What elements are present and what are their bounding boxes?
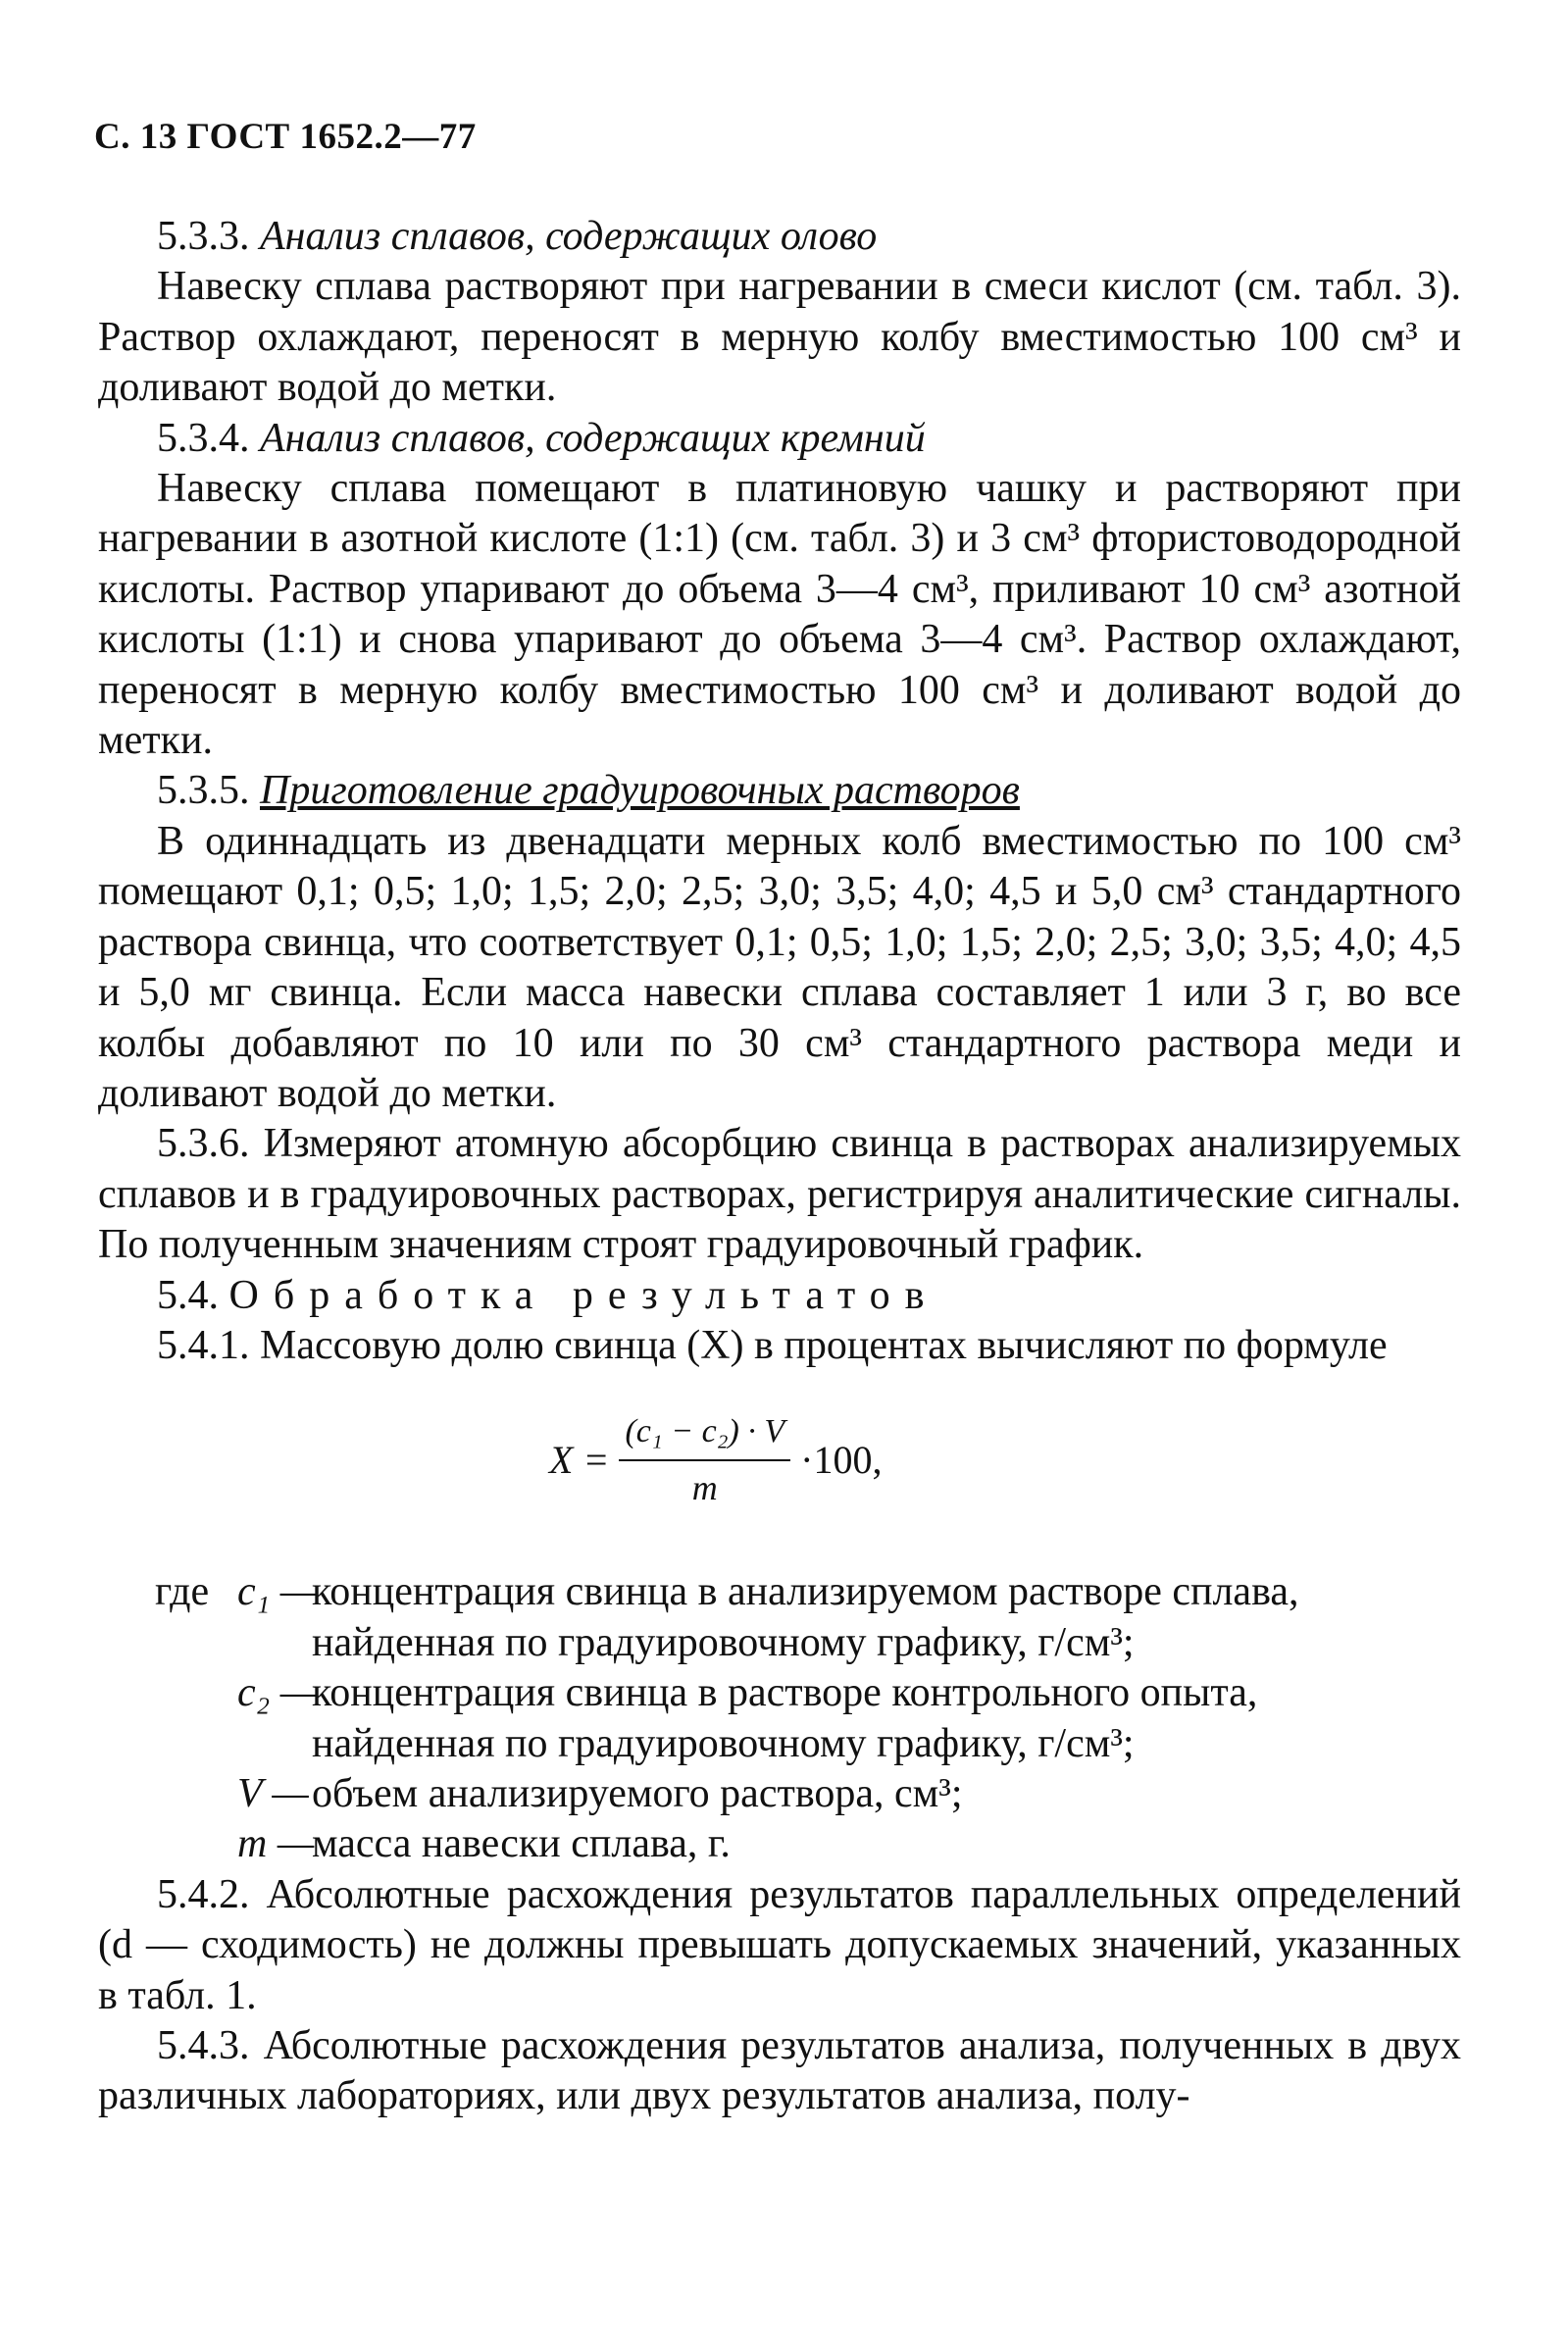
definition-row (155, 1819, 1461, 1869)
definition-row (155, 1769, 1461, 1819)
definition-symbol: c₁ — (237, 1569, 318, 1615)
document-body (98, 212, 1461, 2122)
definition-row (155, 1567, 1461, 1668)
section-title: Анализ сплавов, содержащих кремний (260, 415, 926, 461)
variable-definitions (98, 1567, 1461, 1869)
mass-fraction-formula (549, 1406, 882, 1513)
page-header: С. 13 ГОСТ 1652.2—77 (94, 117, 477, 157)
paragraph-5-3-5: В одиннадцать из двенадцати мерных колб вместимостью по 100 см³ помещают 0,1; 0,5; 1,0; 1,5; 2,0; 2,5; 3,0; 3,5; 4,0; 4,5 и 5,0 см³ стандартного раствора свинца, что соответствует 0,1; 0,5; 1,0; 1,5; 2,0; 2,5; 3,0; 3,5; 4,0; 4,5 и 5,0 мг свинца. Если масса навески сплава составляет 1 или 3 г, во все колбы добавляют по 10 или по 30 см³ стандартного раствора меди и доливают водой до метки. (98, 818, 1461, 1116)
paragraph-5-3-4: Навеску сплава помещают в платиновую чашку и растворяют при нагревании в азотной кислоте (1:1) (см. табл. 3) и 3 см³ фтористоводородной кислоты. Раствор упаривают до объема 3—4 см³, приливают 10 см³ азотной кислоты (1:1) и снова упаривают до объема 3—4 см³. Раствор охлаждают, переносят в мерную колбу вместимостью 100 см³ и доливают водой до метки. (98, 466, 1461, 764)
section-number: 5.4. (157, 1272, 229, 1318)
section-title: Анализ сплавов, содержащих олово (260, 214, 878, 259)
paragraph-5-4-1: 5.4.1. Массовую долю свинца (X) в процентах вычисляют по формуле (157, 1322, 1388, 1368)
section-5-3-5-heading (98, 766, 1461, 816)
definition-symbol: V — (237, 1770, 309, 1816)
section-title: Приготовление градуировочных растворов (260, 768, 1020, 814)
section-number: 5.3.3. (157, 214, 260, 259)
formula-block (98, 1371, 1461, 1567)
section-5-3-4-heading (98, 414, 1461, 464)
definition-row (155, 1668, 1461, 1769)
definition-symbol: c₂ — (237, 1670, 318, 1716)
definition-text: объем анализируемого раствора, см³; (312, 1770, 963, 1816)
paragraph-5-4-2: 5.4.2. Абсолютные расхождения результатов параллельных определений (d — сходимость) не должны превышать допускаемых значений, указанных в табл. 1. (98, 1871, 1461, 2018)
paragraph-5-3-6: 5.3.6. Измеряют атомную абсорбцию свинца в растворах анализируемых сплавов и в градуировочных растворах, регистрируя аналитические сигналы. По полученным значениям строят градуировочный график. (98, 1121, 1461, 1268)
section-number: 5.3.5. (157, 768, 260, 814)
definition-text-cont: найденная по градуировочному графику, г/см³; (312, 1720, 1135, 1766)
definition-text-cont: найденная по градуировочному графику, г/см³; (312, 1619, 1135, 1665)
section-title: Обработка результатов (228, 1272, 939, 1318)
section-number: 5.3.4. (157, 415, 260, 461)
paragraph-5-3-3: Навеску сплава растворяют при нагревании в смеси кислот (см. табл. 3). Раствор охлаждают, переносят в мерную колбу вместимостью 100 см³ и доливают водой до метки. (98, 264, 1461, 411)
formula-tail: ·100, (800, 1438, 883, 1483)
section-5-3-3-heading (98, 212, 1461, 262)
definition-text: концентрация свинца в анализируемом растворе сплава, (312, 1569, 1299, 1615)
where-label: где (155, 1569, 210, 1615)
formula-denominator: m (691, 1467, 718, 1507)
formula-fraction (619, 1406, 790, 1513)
definition-text: концентрация свинца в растворе контрольного опыта, (312, 1670, 1258, 1716)
definition-text: масса навески сплава, г. (312, 1821, 731, 1867)
paragraph-5-4-3: 5.4.3. Абсолютные расхождения результатов анализа, полученных в двух различных лабораториях, или двух результатов анализа, полу- (98, 2023, 1461, 2119)
section-5-4-heading (98, 1271, 1461, 1321)
formula-numerator: (c₁ − c₂) · V (619, 1406, 790, 1460)
definition-symbol: m — (237, 1821, 315, 1867)
formula-lhs: X = (549, 1438, 610, 1483)
